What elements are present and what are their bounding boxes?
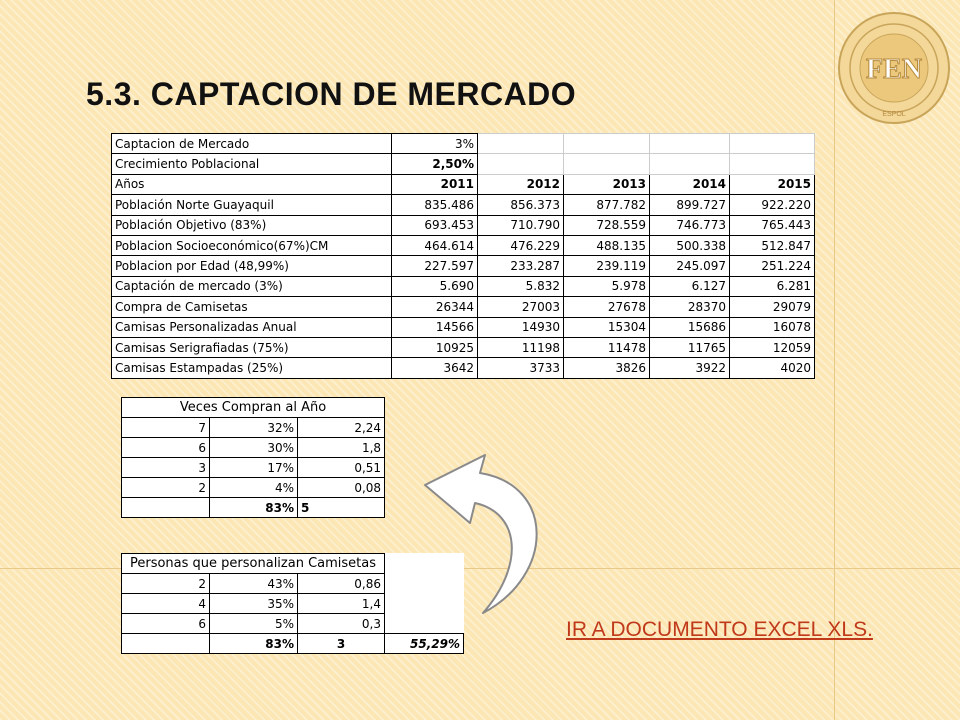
- cell: 2: [122, 478, 210, 498]
- cell: 10925: [392, 337, 478, 357]
- row-label: Captación de mercado (3%): [112, 276, 392, 296]
- cell: [122, 634, 210, 654]
- cell: 1,8: [298, 438, 385, 458]
- cell: 11478: [564, 337, 650, 357]
- cell: 3922: [650, 358, 730, 378]
- cell: 500.338: [650, 235, 730, 255]
- cell: 835.486: [392, 195, 478, 215]
- cell: 6: [122, 614, 210, 634]
- cell: 27678: [564, 297, 650, 317]
- table-row: [112, 276, 815, 296]
- row-label: Poblacion Socioeconómico(67%)CM: [112, 235, 392, 255]
- cell: [650, 134, 730, 154]
- decor-vertical-line: [834, 0, 835, 720]
- svg-text:ESPOL: ESPOL: [882, 111, 906, 118]
- table-total-row: [122, 498, 385, 518]
- cell: 746.773: [650, 215, 730, 235]
- cell: 5: [298, 498, 385, 518]
- row-label: Camisas Estampadas (25%): [112, 358, 392, 378]
- cell: 28370: [650, 297, 730, 317]
- table-row: [112, 134, 815, 154]
- row-label: Camisas Personalizadas Anual: [112, 317, 392, 337]
- excel-document-link[interactable]: IR A DOCUMENTO EXCEL XLS.: [566, 618, 873, 641]
- cell: 6: [122, 438, 210, 458]
- row-label: Población Norte Guayaquil: [112, 195, 392, 215]
- cell: 476.229: [478, 235, 564, 255]
- cell: 0,86: [298, 574, 385, 594]
- cell: 245.097: [650, 256, 730, 276]
- table-row: [112, 358, 815, 378]
- cell: 26344: [392, 297, 478, 317]
- cell: 877.782: [564, 195, 650, 215]
- captacion-table: [111, 133, 815, 379]
- cell: 1,4: [298, 594, 385, 614]
- cell: [122, 498, 210, 518]
- cell: 15304: [564, 317, 650, 337]
- cell: 5%: [210, 614, 298, 634]
- table-title: Veces Compran al Año: [122, 398, 385, 418]
- cell: 6.281: [730, 276, 815, 296]
- cell: 5.978: [564, 276, 650, 296]
- table-row: [112, 195, 815, 215]
- cell: 693.453: [392, 215, 478, 235]
- table-row: [112, 235, 815, 255]
- cell: 30%: [210, 438, 298, 458]
- cell: 0,51: [298, 458, 385, 478]
- row-label: Poblacion por Edad (48,99%): [112, 256, 392, 276]
- cell: 6.127: [650, 276, 730, 296]
- row-label: Crecimiento Poblacional: [112, 154, 392, 174]
- cell: 2,50%: [392, 154, 478, 174]
- cell: 15686: [650, 317, 730, 337]
- cell: 239.119: [564, 256, 650, 276]
- table-row: [112, 337, 815, 357]
- cell: 5.690: [392, 276, 478, 296]
- cell: [478, 154, 564, 174]
- cell: 0,3: [298, 614, 385, 634]
- cell: 728.559: [564, 215, 650, 235]
- cell: 4%: [210, 478, 298, 498]
- cell: 3%: [392, 134, 478, 154]
- cell: 922.220: [730, 195, 815, 215]
- cell: 2,24: [298, 418, 385, 438]
- cell: 856.373: [478, 195, 564, 215]
- cell: 29079: [730, 297, 815, 317]
- cell: [478, 134, 564, 154]
- cell: 233.287: [478, 256, 564, 276]
- cell: 11198: [478, 337, 564, 357]
- cell: 3826: [564, 358, 650, 378]
- cell: 4: [122, 594, 210, 614]
- cell: 464.614: [392, 235, 478, 255]
- year-header: 2014: [650, 174, 730, 194]
- cell: 710.790: [478, 215, 564, 235]
- slide-title: 5.3. CAPTACION DE MERCADO: [86, 76, 577, 112]
- cell: 765.443: [730, 215, 815, 235]
- cell: [564, 134, 650, 154]
- table-header-row: [122, 398, 385, 418]
- cell: 14566: [392, 317, 478, 337]
- table-header-row: [112, 174, 815, 194]
- cell: 16078: [730, 317, 815, 337]
- cell: 83%: [210, 498, 298, 518]
- table-row: [112, 317, 815, 337]
- cell: 5.832: [478, 276, 564, 296]
- cell: 27003: [478, 297, 564, 317]
- table-row: [122, 478, 385, 498]
- cell: 488.135: [564, 235, 650, 255]
- svg-text:FEN: FEN: [866, 54, 922, 85]
- table-row: [112, 154, 815, 174]
- table-row: [112, 297, 815, 317]
- cell: 3: [298, 634, 385, 654]
- cell: 4020: [730, 358, 815, 378]
- cell: 0,08: [298, 478, 385, 498]
- cell: 3: [122, 458, 210, 478]
- cell: 227.597: [392, 256, 478, 276]
- year-header: 2013: [564, 174, 650, 194]
- cell: 512.847: [730, 235, 815, 255]
- table-row: [122, 438, 385, 458]
- cell: [730, 154, 815, 174]
- cell: 2: [122, 574, 210, 594]
- cell: 43%: [210, 574, 298, 594]
- table-row: [112, 215, 815, 235]
- table-title: Personas que personalizan Camisetas: [122, 554, 385, 574]
- cell: [650, 154, 730, 174]
- row-label: Compra de Camisetas: [112, 297, 392, 317]
- cell: 14930: [478, 317, 564, 337]
- curved-arrow-icon: [405, 445, 555, 620]
- cell: 899.727: [650, 195, 730, 215]
- table-row: [122, 458, 385, 478]
- table-row: [112, 256, 815, 276]
- cell: [730, 134, 815, 154]
- veces-compran-table: [121, 397, 385, 518]
- cell: 83%: [210, 634, 298, 654]
- year-header: 2011: [392, 174, 478, 194]
- row-label: Población Objetivo (83%): [112, 215, 392, 235]
- year-header: 2012: [478, 174, 564, 194]
- row-label: Captacion de Mercado: [112, 134, 392, 154]
- table-total-row: [122, 634, 464, 654]
- cell: 7: [122, 418, 210, 438]
- cell: 3642: [392, 358, 478, 378]
- cell: 251.224: [730, 256, 815, 276]
- cell: 11765: [650, 337, 730, 357]
- row-label: Años: [112, 174, 392, 194]
- row-label: Camisas Serigrafiadas (75%): [112, 337, 392, 357]
- cell: 55,29%: [385, 634, 464, 654]
- cell: 12059: [730, 337, 815, 357]
- cell: 32%: [210, 418, 298, 438]
- cell: 17%: [210, 458, 298, 478]
- fen-seal-logo: [836, 10, 952, 126]
- cell: 3733: [478, 358, 564, 378]
- table-row: [122, 418, 385, 438]
- year-header: 2015: [730, 174, 815, 194]
- cell: 35%: [210, 594, 298, 614]
- cell: [564, 154, 650, 174]
